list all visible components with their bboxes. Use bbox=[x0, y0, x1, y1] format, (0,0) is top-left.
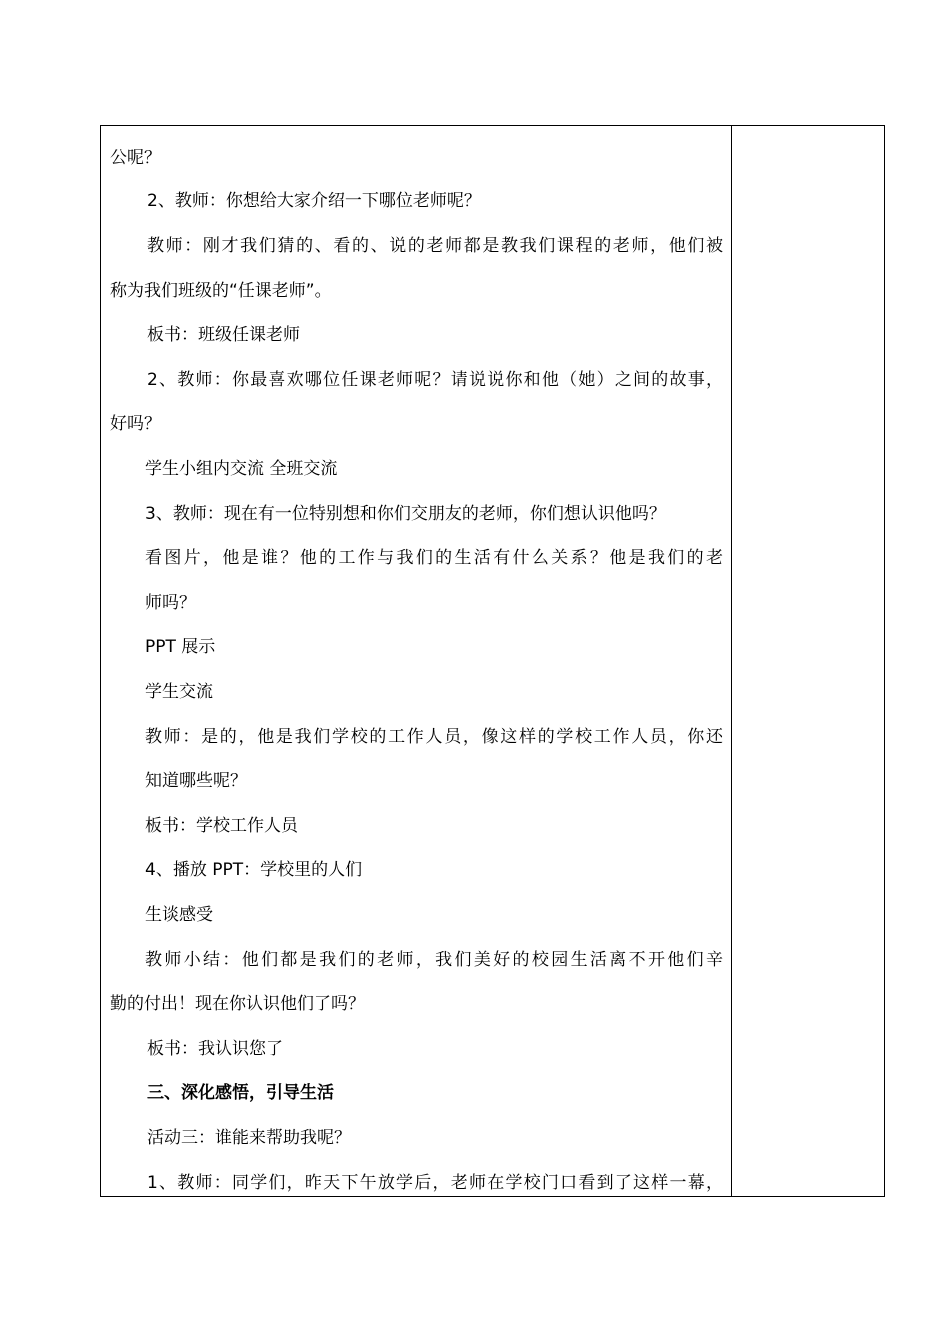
lesson-plan-table bbox=[100, 125, 885, 1197]
text-line: 2、教师：你想给大家介绍一下哪位老师呢？ bbox=[147, 191, 481, 211]
text-line: 学生小组内交流 全班交流 bbox=[145, 459, 338, 479]
text-line: 2、教师：你最喜欢哪位任课老师呢？请说说你和他（她）之间的故事， bbox=[147, 370, 723, 390]
text-line: 好吗？ bbox=[110, 414, 161, 434]
text-line: 板书：学校工作人员 bbox=[145, 816, 298, 836]
text-line: 称为我们班级的“任课老师”。 bbox=[110, 281, 332, 301]
text-line: 活动三：谁能来帮助我呢？ bbox=[147, 1128, 351, 1148]
text-line: PPT 展示 bbox=[145, 637, 216, 657]
text-line: 公呢？ bbox=[110, 148, 161, 168]
lesson-content-cell bbox=[101, 126, 731, 1196]
text-line: 教师：是的，他是我们学校的工作人员，像这样的学校工作人员，你还 bbox=[145, 727, 723, 747]
text-line: 教师：刚才我们猜的、看的、说的老师都是教我们课程的老师，他们被 bbox=[147, 236, 723, 256]
text-line: 学生交流 bbox=[145, 682, 213, 702]
text-line: 勤的付出！现在你认识他们了吗？ bbox=[110, 994, 365, 1014]
text-line: 教师小结：他们都是我们的老师，我们美好的校园生活离不开他们辛 bbox=[145, 950, 723, 970]
text-line: 3、教师：现在有一位特别想和你们交朋友的老师，你们想认识他吗？ bbox=[145, 504, 666, 524]
section-heading: 三、深化感悟，引导生活 bbox=[147, 1083, 334, 1103]
text-line: 板书：我认识您了 bbox=[147, 1039, 283, 1059]
text-line: 板书：班级任课老师 bbox=[147, 325, 300, 345]
text-line: 知道哪些呢？ bbox=[145, 771, 247, 791]
text-line: 师吗？ bbox=[145, 593, 196, 613]
notes-cell bbox=[732, 126, 884, 1196]
text-line: 1、教师：同学们，昨天下午放学后，老师在学校门口看到了这样一幕， bbox=[147, 1173, 723, 1193]
text-line: 看图片，他是谁？他的工作与我们的生活有什么关系？他是我们的老 bbox=[145, 548, 723, 568]
text-line: 生谈感受 bbox=[145, 905, 213, 925]
text-line: 4、播放 PPT：学校里的人们 bbox=[145, 860, 363, 880]
